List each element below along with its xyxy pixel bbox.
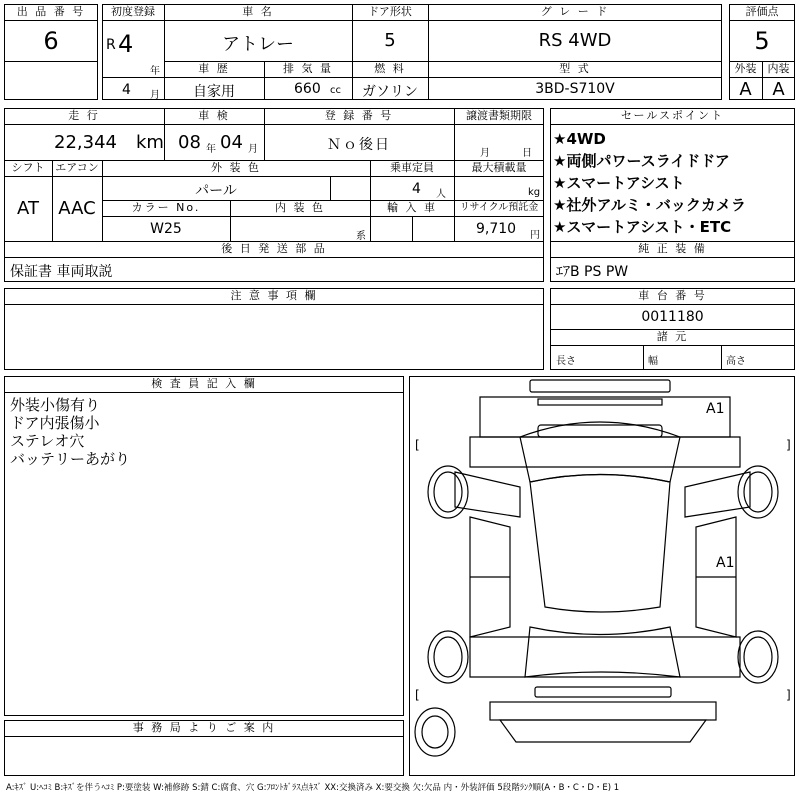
import-label: 輸 入 車 <box>387 201 437 214</box>
legend: A:ｷｽﾞ U:ﾍｺﾐ B:ｷｽﾞを伴うﾍｺﾐ P:要塗装 W:補修跡 S:錆 C:腐食、穴 G:ﾌﾛﾝﾄｶﾞﾗｽ点ｷｽﾞ XX:交換済み X:要交換 欠:欠品 内・外装評価 5段階ﾗﾝｸ順(A・B・C・D・E) 1 <box>6 783 620 793</box>
notes-label: 注 意 事 項 欄 <box>230 289 318 302</box>
door-label: ドア形状 <box>368 5 412 18</box>
exterior-grade: A <box>739 79 752 100</box>
color-no-label: カラー No. <box>131 201 201 214</box>
door-value: 5 <box>384 30 396 51</box>
first-reg-month: 4 <box>122 82 131 98</box>
transfer-label: 譲渡書類期限 <box>466 109 532 122</box>
sales-point: ★スマートアシスト・ETC <box>553 218 732 236</box>
int-color-label: 内 装 色 <box>275 201 325 214</box>
damage-mark: A1 <box>716 555 735 571</box>
model-value: 3BD-S710V <box>535 81 615 97</box>
displacement-label: 排 気 量 <box>283 62 333 75</box>
grade-value: RS 4WD <box>538 30 612 51</box>
sales-point: ★両側パワースライドドア <box>553 152 730 170</box>
office-label: 事 務 局 よ り ご 案 内 <box>132 721 276 734</box>
shift-label: シフト <box>11 161 45 174</box>
recycle-label: リサイクル預託金 <box>459 202 539 213</box>
sales-points-list <box>553 128 746 238</box>
fuel-label: 燃 料 <box>374 62 406 75</box>
inspection-year: 08 <box>178 132 201 153</box>
score-label: 評価点 <box>745 5 779 18</box>
sales-point: ★スマートアシスト <box>553 174 685 192</box>
inspector-line: ステレオ穴 <box>10 432 85 450</box>
max-load-label: 最大積載量 <box>471 161 527 174</box>
equipment-label: 純 正 装 備 <box>638 242 707 255</box>
sales-point: ★社外アルミ・バックカメラ <box>553 196 746 214</box>
inspector-notes <box>10 396 130 468</box>
inspector-label: 検 査 員 記 入 欄 <box>151 377 257 390</box>
color-no-value: W25 <box>150 221 182 237</box>
sales-points-label: セールスポイント <box>620 109 724 122</box>
reg-no-label: 登 録 番 号 <box>324 109 394 122</box>
chassis-label: 車 台 番 号 <box>638 289 707 302</box>
svg-text:[: [ <box>415 438 420 452</box>
aircon-label: エアコン <box>55 161 99 174</box>
equipment-value: ｴｱB PS PW <box>556 264 629 280</box>
displacement-value: 660 <box>294 81 321 97</box>
fuel-value: ガソリン <box>362 84 418 100</box>
first-reg-year: 4 <box>118 30 134 58</box>
history-value: 自家用 <box>193 84 235 100</box>
inspection-month: 04 <box>220 132 243 153</box>
mileage-label: 走 行 <box>68 109 100 122</box>
capacity-value: 4 <box>412 181 421 197</box>
score-value: 5 <box>754 27 770 55</box>
shift-value: AT <box>17 198 39 219</box>
inspector-line: ドア内張傷小 <box>10 414 100 432</box>
ext-color-value: パール <box>195 183 237 199</box>
interior-grade: A <box>772 79 785 100</box>
ext-color-label: 外 装 色 <box>211 161 261 174</box>
car-name-label: 車 名 <box>242 5 274 18</box>
inspector-line: 外装小傷有り <box>10 396 101 414</box>
capacity-label: 乗車定員 <box>390 161 434 174</box>
mileage-value: 22,344 <box>54 132 117 153</box>
car-name: アトレー <box>222 34 294 55</box>
svg-text:[: [ <box>415 688 420 702</box>
reg-no-value: Ｎｏ後日 <box>327 137 391 153</box>
model-label: 型 式 <box>559 62 591 75</box>
lot-no: 6 <box>43 27 59 55</box>
specs-label: 諸 元 <box>656 330 689 343</box>
svg-text:]: ] <box>786 438 791 452</box>
later-parts-label: 後 日 発 送 部 品 <box>221 242 327 255</box>
aircon-value: AAC <box>58 198 96 219</box>
era: R <box>106 37 116 53</box>
car-body-diagram <box>410 377 796 780</box>
history-label: 車 歴 <box>198 62 230 75</box>
inspector-line: バッテリーあがり <box>10 450 131 468</box>
svg-text:]: ] <box>786 688 791 702</box>
first-reg-label: 初度登録 <box>111 5 155 18</box>
lot-no-label: 出 品 番 号 <box>16 5 86 18</box>
damage-mark: A1 <box>706 401 725 417</box>
recycle-value: 9,710 <box>476 221 517 237</box>
inspection-label: 車 検 <box>198 109 230 122</box>
later-parts-value: 保証書 車両取説 <box>10 264 113 280</box>
grade-label: グ レ ー ド <box>540 5 610 18</box>
sales-point: ★4WD <box>553 130 606 148</box>
chassis-value: 0011180 <box>641 309 704 325</box>
